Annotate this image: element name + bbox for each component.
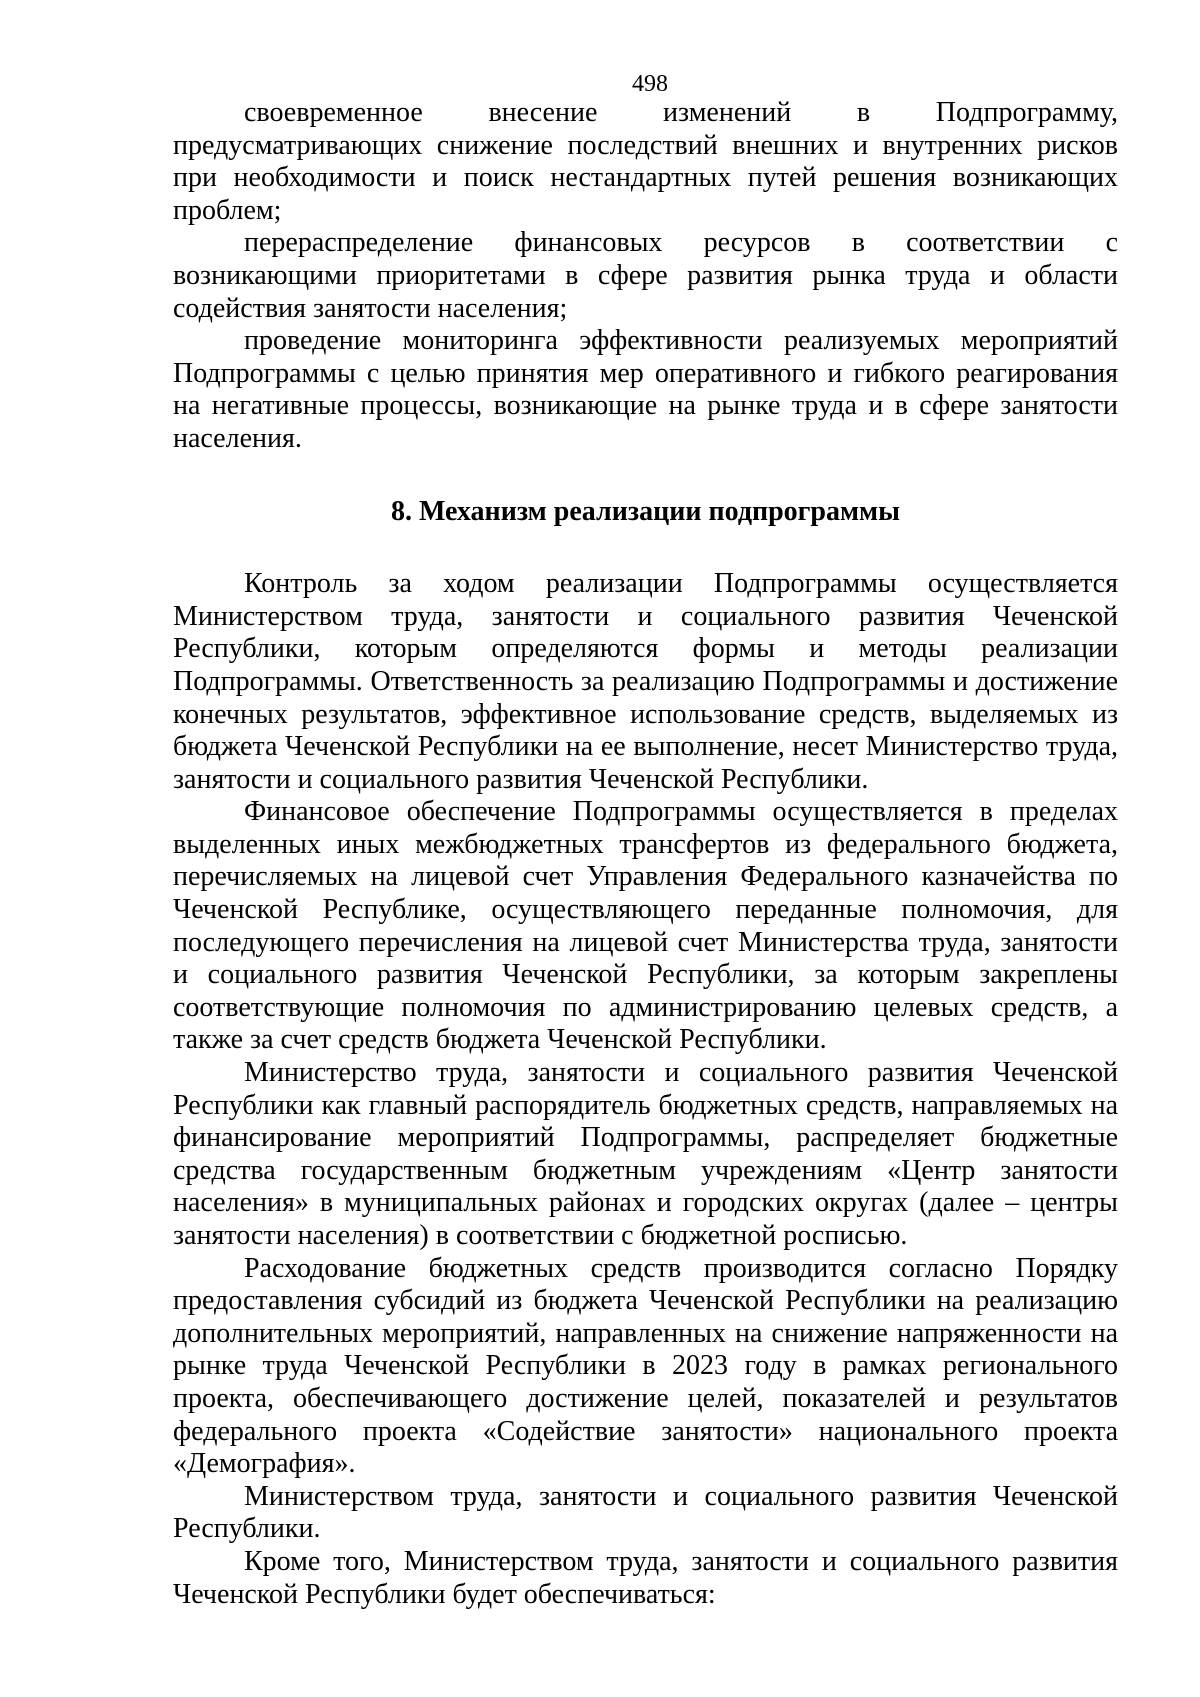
paragraph-additionally: Кроме того, Министерством труда, занятости и социального развития Чеченской Республики будет обеспечиваться: [173,1545,1118,1610]
section-heading: 8. Механизм реализации подпрограммы [391,495,900,527]
paragraph-ministry: Министерством труда, занятости и социального развития Чеченской Республики. [173,1480,1118,1545]
page-number: 498 [632,71,668,97]
paragraph-redistribution: перераспределение финансовых ресурсов в соответствии с возникающими приоритетами в сфере развития рынка труда и области содействия занятости населения; [173,227,1118,324]
paragraph-spending: Расходование бюджетных средств производится согласно Порядку предоставления субсидий из бюджета Чеченской Республики на реализацию дополнительных мероприятий, направленных на снижение напряженности на рынке труда Чеченской Республики в 2023 году в рамках регионального проекта, обеспечивающего достижение целей, показателей и результатов федерального проекта «Содействие занятости» национального проекта «Демография». [173,1252,1118,1480]
paragraph-financing: Финансовое обеспечение Подпрограммы осуществляется в пределах выделенных иных межбюджетных трансфертов из федерального бюджета, перечисляемых на лицевой счет Управления Федерального казначейства по Чеченской Республике, осуществляющего переданные полномочия, для последующего перечисления на лицевой счет Министерства труда, занятости и социального развития Чеченской Республики, за которым закреплены соответствующие полномочия по администрированию целевых средств, а также за счет средств бюджета Чеченской Республики. [173,796,1118,1056]
paragraph-control: Контроль за ходом реализации Подпрограммы осуществляется Министерством труда, занятости и социального развития Чеченской Республики, которым определяются формы и методы реализации Подпрограммы. Ответственность за реализацию Подпрограммы и достижение конечных результатов, эффективное использование средств, выделяемых из бюджета Чеченской Республики на ее выполнение, несет Министерство труда, занятости и социального развития Чеченской Республики. [173,568,1118,795]
page-content [173,97,1118,1611]
paragraph-timely-changes: своевременное внесение изменений в Подпрограмму, предусматривающих снижение последствий внешних и внутренних рисков при необходимости и поиск нестандартных путей решения возникающих проблем; [173,97,1118,226]
paragraph-monitoring: проведение мониторинга эффективности реализуемых мероприятий Подпрограммы с целью принятия мер оперативного и гибкого реагирования на негативные процессы, возникающие на рынке труда и в сфере занятости населения. [173,325,1118,454]
paragraph-ministry-distribution: Министерство труда, занятости и социального развития Чеченской Республики как главный распорядитель бюджетных средств, направляемых на финансирование мероприятий Подпрограммы, распределяет бюджетные средства государственным бюджетным учреждениям «Центр занятости населения» в муниципальных районах и городских округах (далее – центры занятости населения) в соответствии с бюджетной росписью. [173,1057,1118,1251]
